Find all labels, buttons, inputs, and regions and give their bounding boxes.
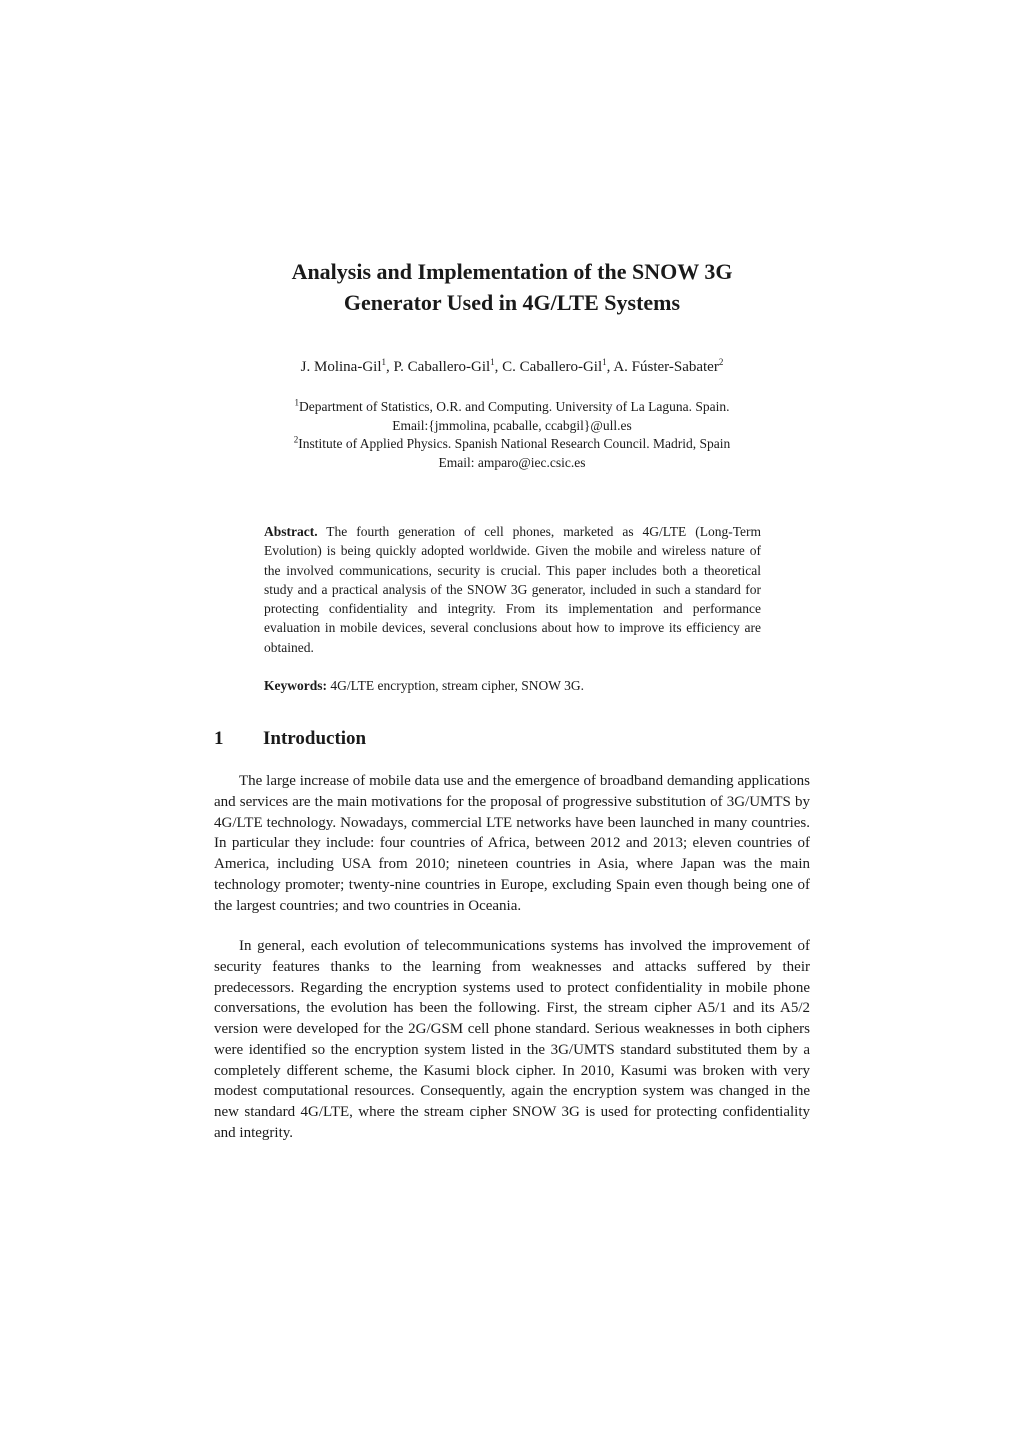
author-name: A. Fúster-Sabater [613, 359, 719, 375]
author-name: J. Molina-Gil [300, 359, 382, 375]
affiliation-2 [212, 434, 812, 453]
author-separator: , [386, 359, 394, 375]
intro-paragraph-1: The large increase of mobile data use and the emergence of broadband demanding applications and services are the main motivations for the proposal of progressive substitution of 3G/UMTS by 4G/LTE technology. Nowadays, commercial LTE networks have been launched in many countries. In particular they include: four countries of Africa, between 2012 and 2013; eleven countries of America, including USA from 2010; nineteen countries in Asia, where Japan was the main technology promoter; twenty-nine countries in Europe, excluding Spain even though being one of the largest countries; and two countries in Oceania. [214, 773, 810, 914]
affiliation-2-email [212, 453, 812, 472]
author-affiliation-mark: 1 [490, 357, 495, 367]
author-affiliation-mark: 1 [602, 357, 607, 367]
email-text: Email: amparo@iec.csic.es [438, 455, 586, 470]
author-separator: , [606, 359, 614, 375]
author-list [212, 357, 812, 377]
keywords-label: Keywords: [264, 678, 327, 693]
affiliation-text: Department of Statistics, O.R. and Computing. University of La Laguna. Spain. [299, 399, 730, 414]
email-text: Email:{jmmolina, pcaballe, ccabgil}@ull.es [392, 418, 632, 433]
affiliation-1-email [212, 416, 812, 435]
title-line-1: Analysis and Implementation of the SNOW 3G [291, 259, 733, 284]
keywords [264, 676, 761, 695]
abstract [264, 522, 761, 657]
affiliation-1 [212, 397, 812, 416]
author-affiliation-mark: 2 [718, 357, 724, 367]
abstract-text: The fourth generation of cell phones, marketed as 4G/LTE (Long-Term Evolution) is being quickly adopted worldwide. Given the mobile and wireless nature of the involved communications, security is crucial. This paper includes both a theoretical study and a practical analysis of the SNOW 3G generator, included in such a standard for protecting confidentiality and integrity. From its implementation and performance evaluation in mobile devices, several conclusions about how to improve its efficiency are obtained. [264, 524, 761, 655]
section-number: 1 [214, 728, 224, 749]
affiliation-mark: 1 [294, 397, 300, 408]
affiliation-text: Institute of Applied Physics. Spanish National Research Council. Madrid, Spain [298, 436, 731, 451]
intro-paragraph-2: In general, each evolution of telecommunications systems has involved the improvement of security features thanks to the learning from weaknesses and attacks suffered by their predecessors. Regarding the encryption systems used to protect confidentiality in mobile phone conversations, the evolution has been the following. First, the stream cipher A5/1 and its A5/2 version were developed for the 2G/GSM cell phone standard. Serious weaknesses in both ciphers were identified so the encryption system listed in the 3G/UMTS standard substituted them by a completely different scheme, the Kasumi block cipher. In 2010, Kasumi was broken with very modest computational resources. Consequently, again the encryption system was changed in the new standard 4G/LTE, where the stream cipher SNOW 3G is used for protecting confidentiality and integrity. [214, 938, 810, 1141]
section-heading [214, 726, 366, 752]
keywords-text: 4G/LTE encryption, stream cipher, SNOW 3G. [327, 678, 585, 693]
author-name: C. Caballero-Gil [502, 359, 603, 375]
author-affiliation-mark: 1 [381, 357, 386, 367]
author-separator: , [494, 359, 503, 375]
title-line-2: Generator Used in 4G/LTE Systems [343, 290, 681, 315]
author-name: P. Caballero-Gil [393, 359, 491, 375]
paper-title [212, 256, 812, 318]
affiliation-mark: 2 [293, 434, 299, 445]
section-title: Introduction [263, 728, 367, 749]
abstract-label: Abstract. [264, 524, 318, 539]
